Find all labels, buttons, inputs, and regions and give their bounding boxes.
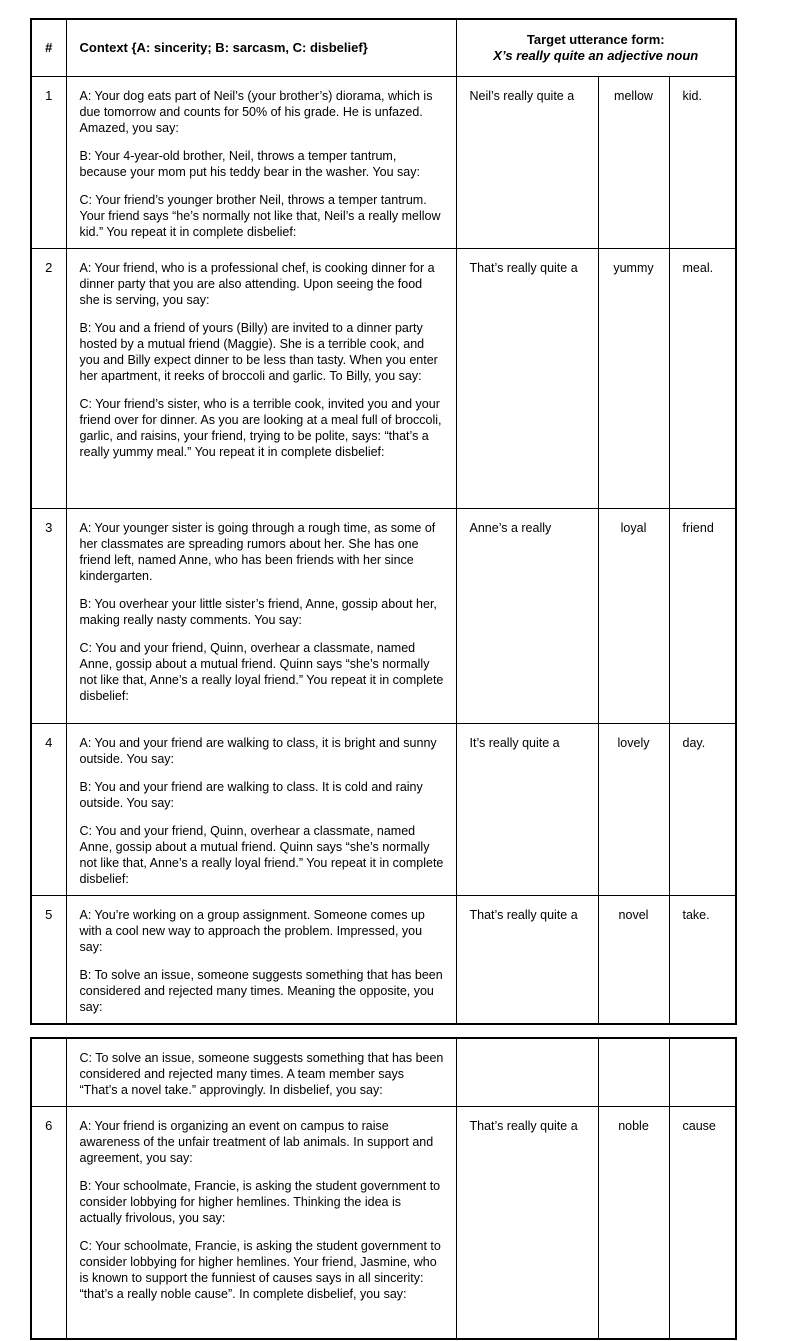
context-paragraph-a: A: Your dog eats part of Neil’s (your brother’s) diorama, which is due tomorrow and counts for 50% of his grade. He is unfazed. Amazed, you say: [79, 88, 433, 135]
adjective-cell [598, 1038, 669, 1107]
utterance-prefix-cell: It’s really quite a [456, 723, 598, 895]
adjective-cell: yummy [598, 248, 669, 508]
noun-cell: cause [669, 1106, 736, 1339]
noun-cell [669, 1038, 736, 1107]
utterance-prefix-cell: Anne’s a really [456, 508, 598, 723]
row-number-cell: 6 [31, 1106, 66, 1339]
row-number-cell: 2 [31, 248, 66, 508]
adjective-cell: mellow [598, 76, 669, 248]
context-cell [66, 76, 456, 248]
adjective-cell: lovely [598, 723, 669, 895]
noun-cell: meal. [669, 248, 736, 508]
context-paragraph-c: C: You and your friend, Quinn, overhear a classmate, named Anne, gossip about a mutual friend. Quinn says “she’s normally not like that, Anne’s a really loyal friend.” You repeat it in complete disbelief: [79, 823, 444, 886]
context-cell [66, 1106, 456, 1339]
row-number-cell [31, 1038, 66, 1107]
context-cell [66, 508, 456, 723]
context-paragraph-c: C: Your friend’s sister, who is a terrible cook, invited you and your friend over for dinner. As you are looking at a meal full of broccoli, garlic, and raisins, your friend, trying to be polite, says: “that’s a really yummy meal.” You repeat it in complete disbelief: [79, 396, 442, 459]
utterance-prefix-cell [456, 1038, 598, 1107]
noun-cell: day. [669, 723, 736, 895]
header-target-line2: X’s really quite an adjective noun [493, 47, 699, 63]
context-paragraph-a: A: You and your friend are walking to class, it is bright and sunny outside. You say: [79, 735, 437, 766]
context-paragraph-a: A: Your friend, who is a professional chef, is cooking dinner for a dinner party that you are also attending. Upon seeing the food she is serving, you say: [79, 260, 435, 307]
context-paragraph-a: A: Your younger sister is going through a rough time, as some of her classmates are spreading rumors about her. She has one friend left, named Anne, who has been friends with her since kindergarten. [79, 520, 436, 583]
header-context: Context {A: sincerity; B: sarcasm, C: disbelief} [66, 19, 456, 76]
table-row-continuation [31, 1038, 736, 1107]
header-target-line1: Target utterance form: [526, 31, 665, 47]
row-number-cell: 4 [31, 723, 66, 895]
utterance-prefix-cell: That’s really quite a [456, 1106, 598, 1339]
utterance-prefix-cell: That’s really quite a [456, 895, 598, 1024]
context-paragraph-c: C: To solve an issue, someone suggests something that has been considered and rejected many times. A team member says “That’s a novel take.” approvingly. In disbelief, you say: [79, 1050, 444, 1097]
table-row [31, 1106, 736, 1339]
stimuli-table-part-1 [30, 18, 737, 1025]
utterance-prefix-cell: That’s really quite a [456, 248, 598, 508]
table-header-row [31, 19, 736, 76]
context-paragraph-b: B: You overhear your little sister’s friend, Anne, gossip about her, making really nasty comments. You say: [79, 596, 437, 627]
adjective-cell: loyal [598, 508, 669, 723]
context-paragraph-b: B: Your schoolmate, Francie, is asking the student government to consider lobbying for higher hemlines. Thinking the idea is actually frivolous, you say: [79, 1178, 441, 1225]
header-number: # [31, 19, 66, 76]
table-row [31, 248, 736, 508]
noun-cell: take. [669, 895, 736, 1024]
context-paragraph-c: C: Your friend’s younger brother Neil, throws a temper tantrum. Your friend says “he’s normally not like that, Neil’s a really mellow kid.” You repeat it in complete disbelief: [79, 192, 441, 239]
context-paragraph-b: B: You and a friend of yours (Billy) are invited to a dinner party hosted by a mutual friend (Maggie). She is a terrible cook, and you and Billy expect dinner to be less than tasty. When you enter her apartment, it reeks of broccoli and garlic. To Billy, you say: [79, 320, 438, 383]
adjective-cell: noble [598, 1106, 669, 1339]
context-paragraph-b: B: To solve an issue, someone suggests something that has been considered and rejected many times. Meaning the opposite, you say: [79, 967, 443, 1014]
context-cell [66, 723, 456, 895]
context-cell [66, 1038, 456, 1107]
table-row [31, 723, 736, 895]
row-number-cell: 3 [31, 508, 66, 723]
context-paragraph-c: C: Your schoolmate, Francie, is asking the student government to consider lobbying for higher hemlines. Your friend, Jasmine, who is known to support the funniest of causes says in all sincerity: “that’s a really noble cause”. In complete disbelief, you say: [79, 1238, 441, 1301]
context-cell [66, 895, 456, 1024]
table-row [31, 895, 736, 1024]
context-cell [66, 248, 456, 508]
table-row [31, 76, 736, 248]
table-row [31, 508, 736, 723]
row-number-cell: 1 [31, 76, 66, 248]
noun-cell: friend [669, 508, 736, 723]
context-paragraph-a: A: Your friend is organizing an event on campus to raise awareness of the unfair treatment of lab animals. In support and agreement, you say: [79, 1118, 434, 1165]
stimuli-table-part-2 [30, 1037, 737, 1341]
context-paragraph-b: B: You and your friend are walking to class. It is cold and rainy outside. You say: [79, 779, 423, 810]
context-paragraph-b: B: Your 4-year-old brother, Neil, throws a temper tantrum, because your mom put his teddy bear in the washer. You say: [79, 148, 420, 179]
row-number-cell: 5 [31, 895, 66, 1024]
adjective-cell: novel [598, 895, 669, 1024]
context-paragraph-a: A: You’re working on a group assignment. Someone comes up with a cool new way to approach the problem. Impressed, you say: [79, 907, 425, 954]
header-target-utterance [456, 19, 736, 76]
noun-cell: kid. [669, 76, 736, 248]
utterance-prefix-cell: Neil’s really quite a [456, 76, 598, 248]
context-paragraph-c: C: You and your friend, Quinn, overhear a classmate, named Anne, gossip about a mutual friend. Quinn says “she’s normally not like that, Anne’s a really loyal friend.” You repeat it in complete disbelief: [79, 640, 444, 703]
